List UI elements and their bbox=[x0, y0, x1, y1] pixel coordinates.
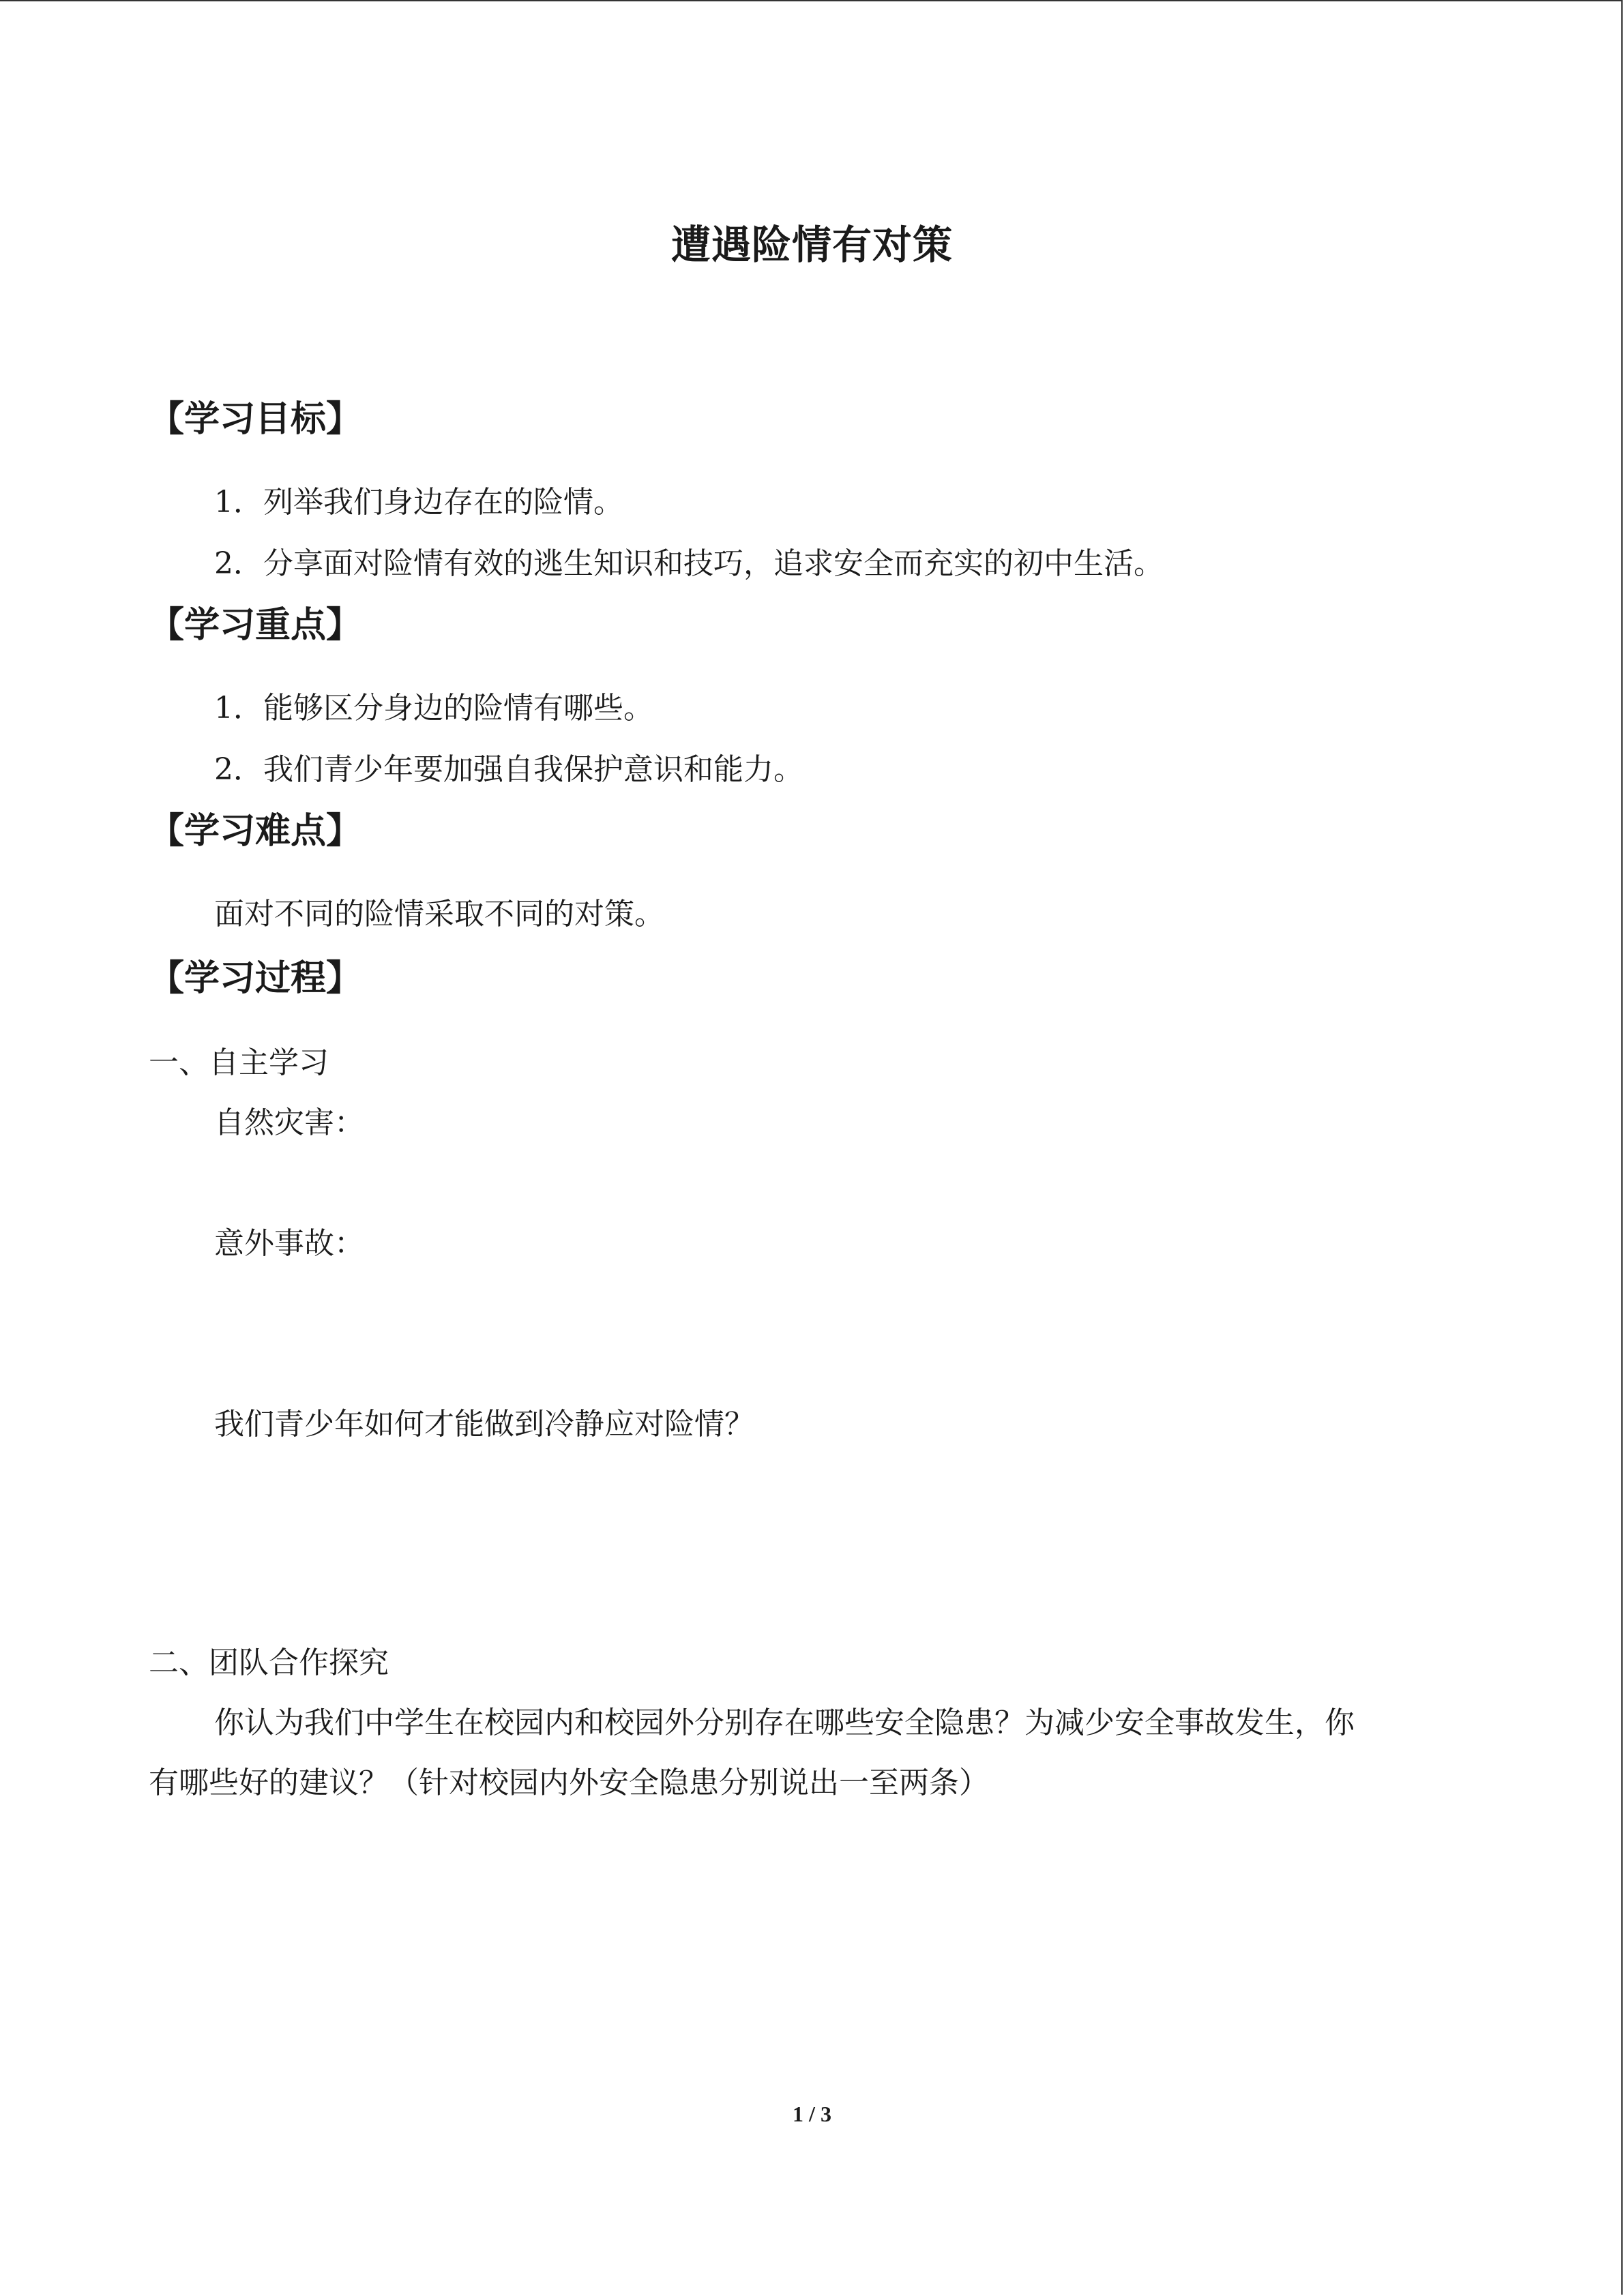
key-point-item-1: 1．能够区分身边的险情有哪些。 bbox=[214, 691, 653, 726]
team-question-line-1: 你认为我们中学生在校园内和校园外分别存在哪些安全隐患？为减少安全事故发生，你 bbox=[214, 1705, 1355, 1740]
part2-title: 二、团队合作探究 bbox=[149, 1645, 389, 1680]
team-question-line-2: 有哪些好的建议？（针对校园内外安全隐患分别说出一至两条） bbox=[149, 1765, 989, 1800]
part1-title: 一、自主学习 bbox=[149, 1045, 329, 1080]
heading-objectives: 【学习目标】 bbox=[149, 399, 362, 440]
heading-process: 【学习过程】 bbox=[149, 958, 362, 999]
heading-difficulties: 【学习难点】 bbox=[149, 811, 362, 852]
objective-item-1: 1．列举我们身边存在的险情。 bbox=[214, 485, 623, 520]
prompt-natural-disasters: 自然灾害： bbox=[214, 1105, 364, 1140]
difficulty-item-1: 面对不同的险情采取不同的对策。 bbox=[214, 897, 664, 931]
prompt-calm-response: 我们青少年如何才能做到冷静应对险情？ bbox=[214, 1407, 754, 1442]
page-number: 1 / 3 bbox=[793, 2102, 831, 2126]
heading-key-points: 【学习重点】 bbox=[149, 605, 362, 646]
objective-item-2: 2．分享面对险情有效的逃生知识和技巧，追求安全而充实的初中生活。 bbox=[214, 546, 1164, 581]
key-point-item-2: 2．我们青少年要加强自我保护意识和能力。 bbox=[214, 752, 803, 787]
document-title: 遭遇险情有对策 bbox=[670, 222, 953, 268]
prompt-accidents: 意外事故： bbox=[214, 1226, 364, 1261]
